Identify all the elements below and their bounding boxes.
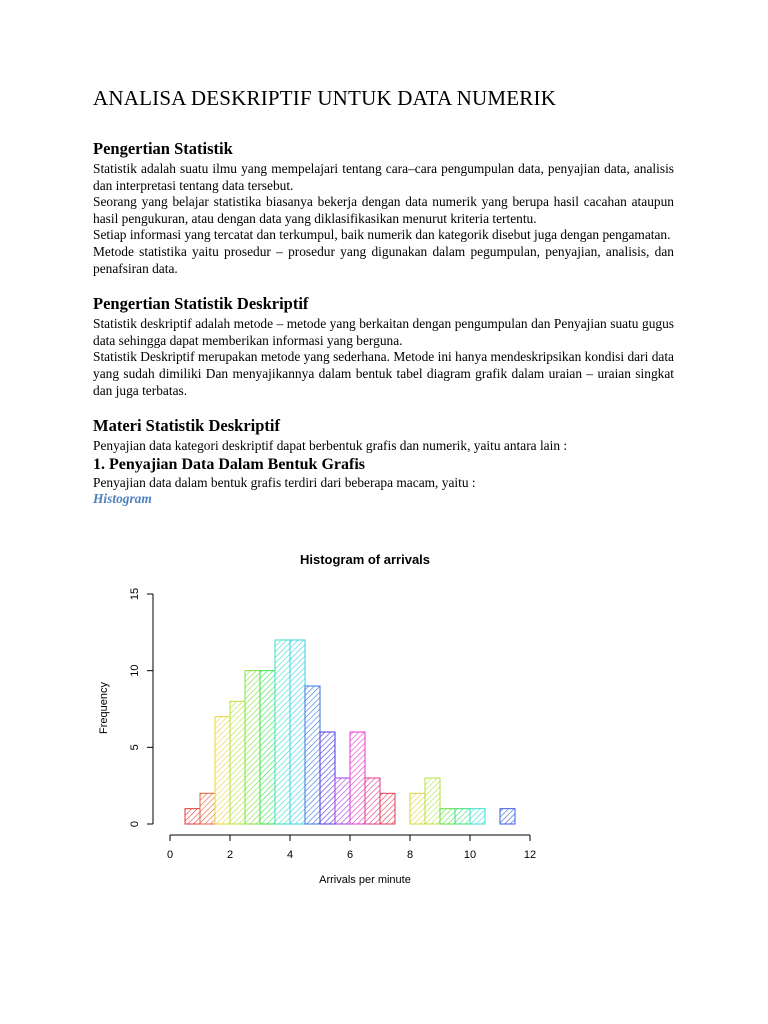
histogram-bar: [290, 640, 305, 824]
paragraph: Statistik deskriptif adalah metode – metode yang berkaitan dengan pengumpulan dan Penyajian suatu gugus data sehingga dapat memberikan informasi yang berguna.: [93, 316, 674, 348]
document-title: ANALISA DESKRIPTIF UNTUK DATA NUMERIK: [93, 86, 557, 110]
y-axis: [129, 588, 153, 827]
document-body: [93, 86, 674, 508]
y-tick-label: 5: [128, 744, 141, 751]
paragraph: Statistik adalah suatu ilmu yang mempelajari tentang cara–cara pengumpulan data, penyajian data, analisis dan interpretasi tentang data tersebut.: [93, 161, 674, 193]
histogram-bar: [260, 671, 275, 824]
x-tick-label: 2: [226, 849, 234, 861]
section-materi: [93, 416, 674, 508]
section-heading: Pengertian Statistik Deskriptif: [93, 294, 309, 314]
histogram-bar: [455, 809, 470, 824]
subsection-heading: 1. Penyajian Data Dalam Bentuk Grafis: [93, 455, 365, 473]
x-tick-label: 0: [166, 849, 174, 861]
section-heading: Pengertian Statistik: [93, 139, 233, 158]
x-axis: [167, 835, 536, 861]
histogram-bar: [305, 686, 320, 824]
histogram-bar: [440, 809, 455, 824]
histogram-bar: [320, 732, 335, 824]
x-tick-label: 6: [346, 849, 354, 861]
x-tick-label: 8: [406, 849, 414, 861]
paragraph: Penyajian data kategori deskriptif dapat berbentuk grafis dan numerik, yaitu antara lain :: [93, 438, 568, 454]
histogram-bar: [350, 732, 365, 824]
x-axis-label: Arrivals per minute: [319, 874, 411, 886]
histogram-bar: [245, 671, 260, 824]
histogram-bar: [185, 809, 200, 824]
histogram-bar: [335, 778, 350, 824]
paragraph: Seorang yang belajar statistika biasanya bekerja dengan data numerik yang berupa hasil cacahan ataupun hasil pengukuran, atau dengan data yang diklasifikasikan menurut kriteria tertentu.: [93, 194, 674, 226]
paragraph: Metode statistika yaitu prosedur – prosedur yang digunakan dalam pegumpulan, penyajian, analisis, dan penafsiran data.: [93, 243, 674, 276]
histogram-bar: [230, 701, 245, 824]
y-tick-label: 10: [128, 664, 141, 677]
paragraph: Statistik Deskriptif merupakan metode yang sederhana. Metode ini hanya mendeskripsikan kondisi dari data yang sudah dimiliki Dan menyajikannya dalam bentuk tabel diagram grafik dalam uraian – uraian singkat dan juga terbatas.: [93, 349, 674, 398]
section-pengertian-statistik: [93, 139, 674, 277]
y-tick-label: 0: [128, 820, 141, 828]
figure-label: Histogram: [93, 491, 152, 507]
histogram-bar: [275, 640, 290, 824]
y-tick-label: 15: [128, 587, 141, 601]
histogram-bar: [410, 793, 425, 824]
x-tick-label: 4: [286, 849, 294, 861]
histogram-bar: [215, 717, 230, 824]
bars-group: [185, 640, 515, 824]
y-axis-label: Frequency: [98, 682, 110, 734]
histogram-bar: [380, 793, 395, 824]
section-statistik-deskriptif: [93, 294, 674, 399]
section-heading: Materi Statistik Deskriptif: [93, 416, 280, 436]
histogram-bar: [200, 793, 215, 824]
histogram-chart: [93, 545, 573, 895]
histogram-bar: [425, 778, 440, 824]
paragraph: Setiap informasi yang tercatat dan terkumpul, baik numerik dan kategorik disebut juga dengan pengamatan.: [93, 227, 671, 243]
histogram-bar: [470, 809, 485, 824]
chart-title: Histogram of arrivals: [299, 552, 431, 567]
x-tick-label: 10: [463, 849, 477, 861]
x-tick-label: 12: [523, 849, 537, 861]
paragraph: Penyajian data dalam bentuk grafis terdiri dari beberapa macam, yaitu :: [93, 474, 476, 490]
histogram-bar: [365, 778, 380, 824]
histogram-bar: [500, 809, 515, 824]
